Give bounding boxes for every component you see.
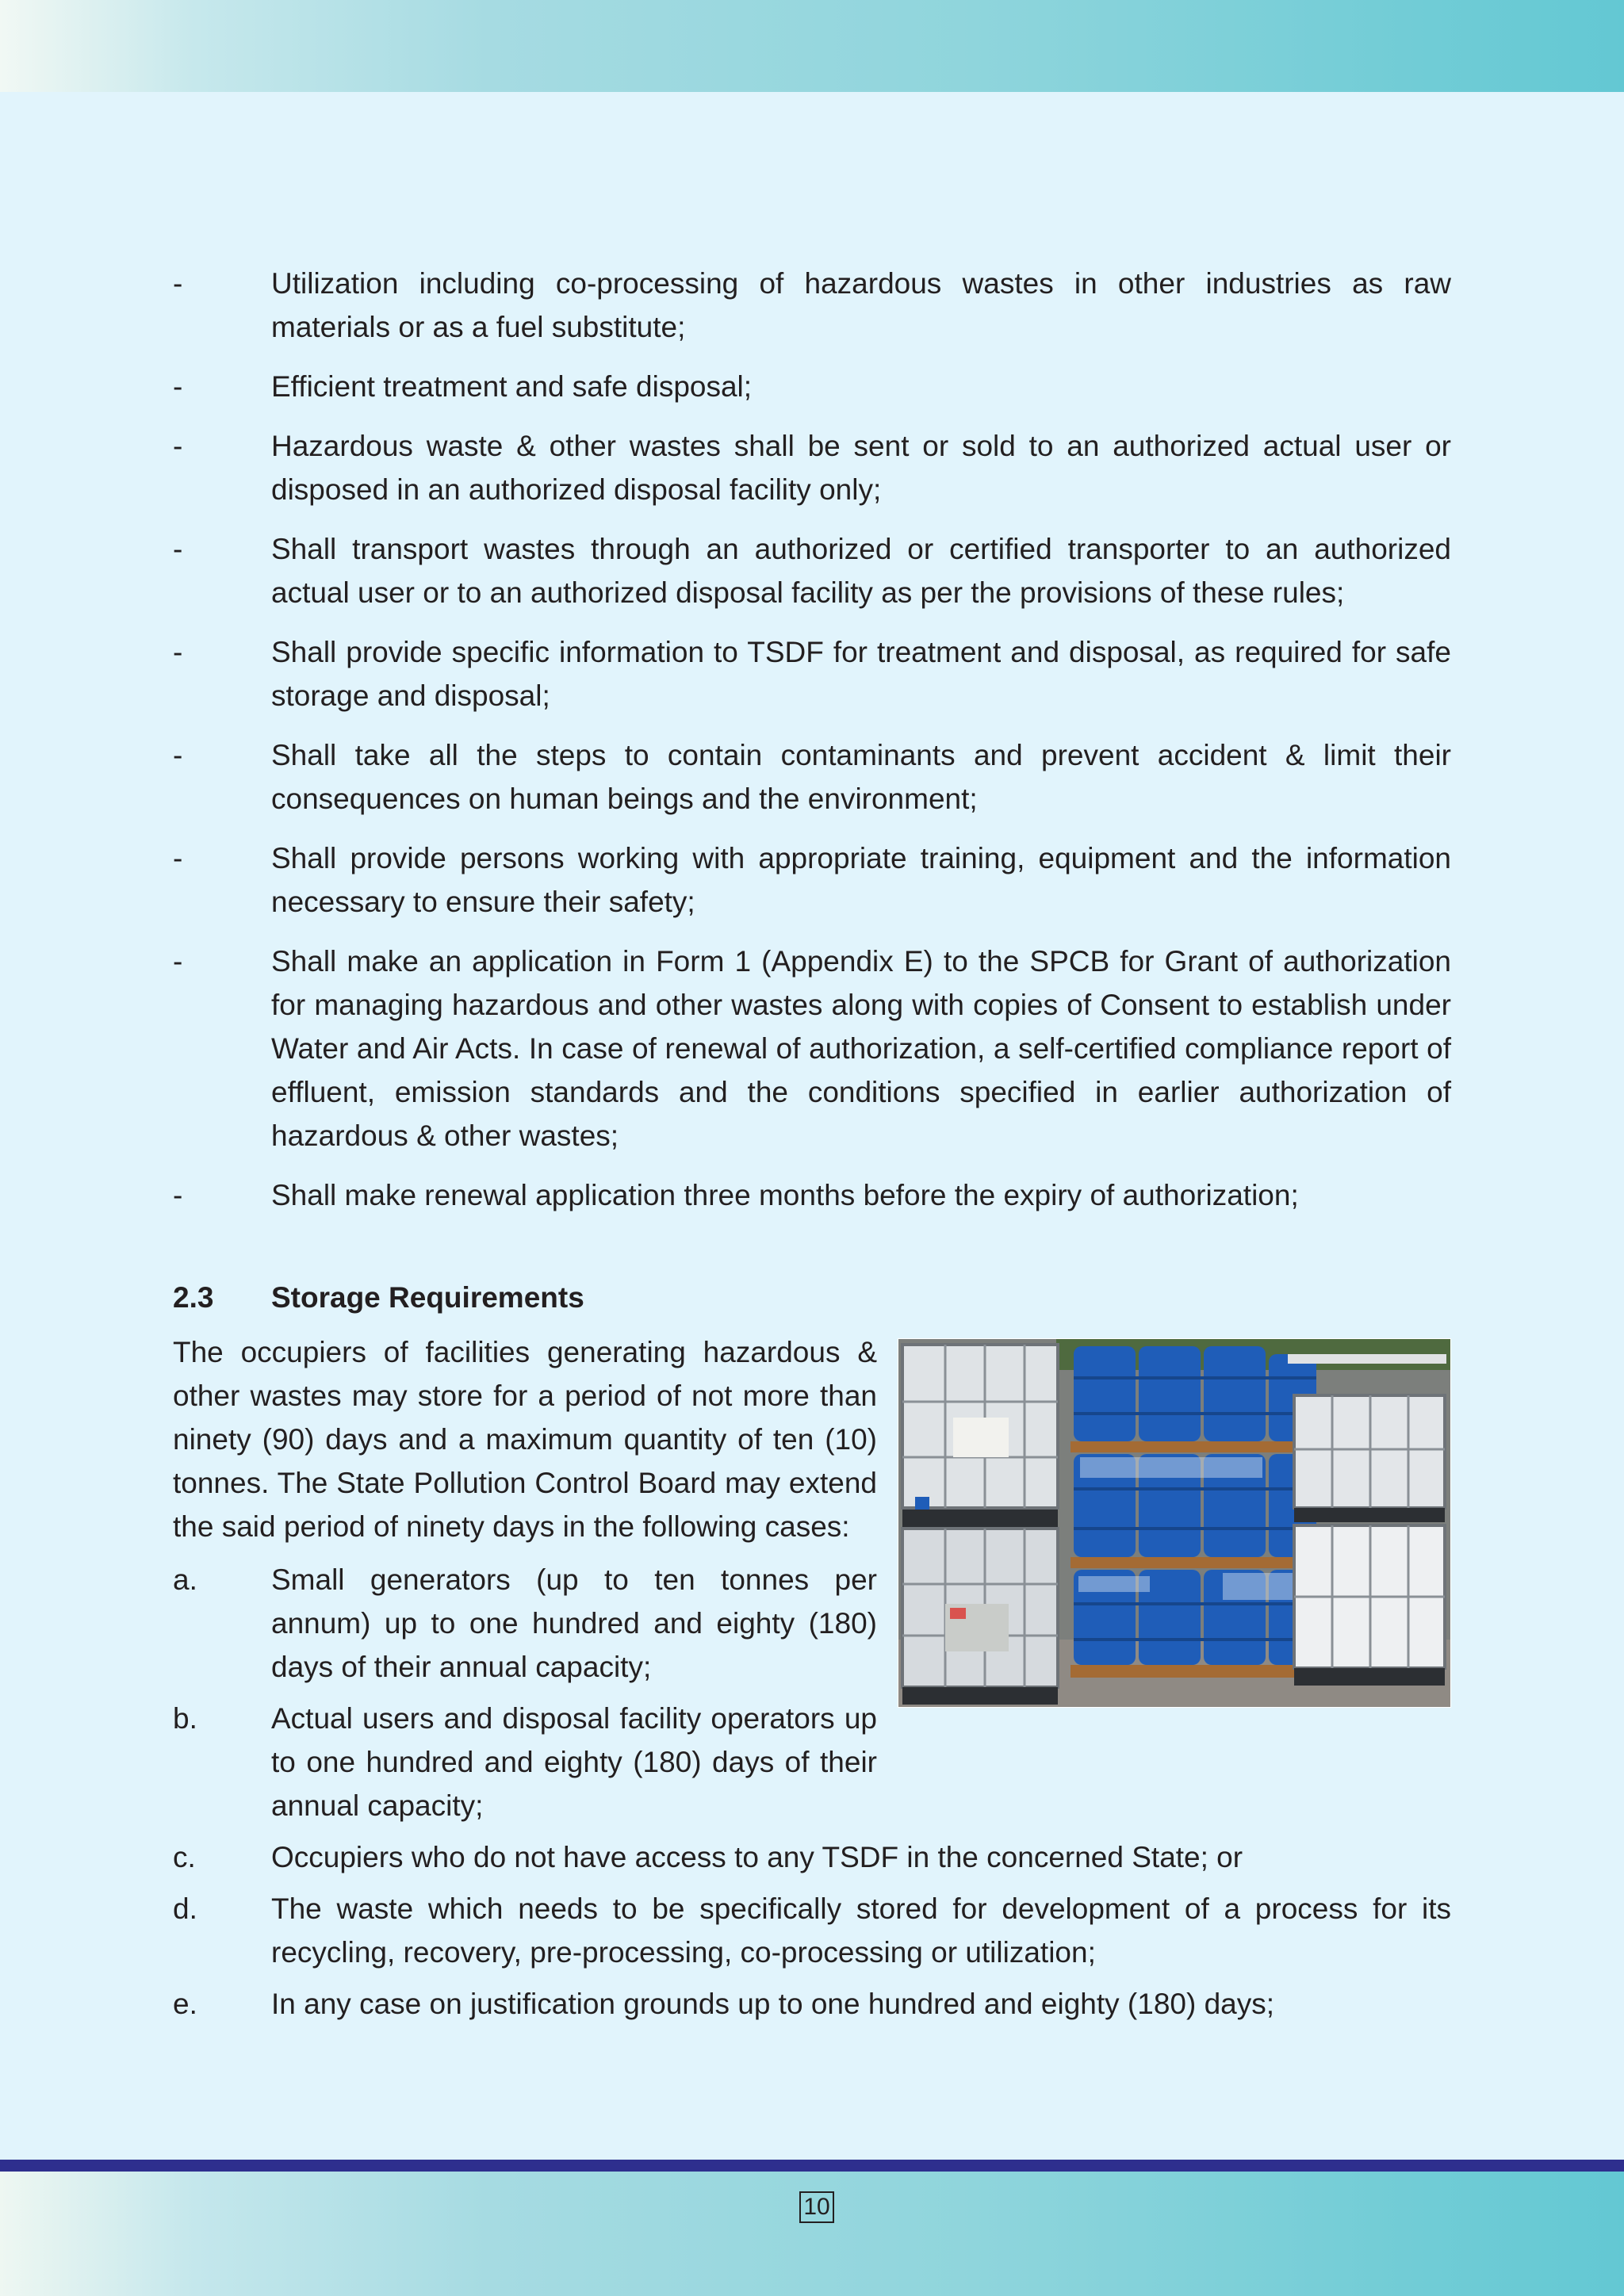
storage-case-item <box>173 1697 877 1827</box>
section-heading <box>173 1276 1451 1319</box>
bullet-item <box>173 939 1451 1158</box>
item-label: e. <box>173 1988 197 2020</box>
section-intro: The occupiers of facilities generating hazardous & other wastes may store for a period of not more than ninety (90) days and a maximum quantity of ten (10) tonnes. The State Pollution Control Board may extend the said period of ninety days in the following cases: <box>173 1336 877 1543</box>
bullet-marker: - <box>173 430 183 462</box>
item-label: a. <box>173 1563 197 1596</box>
storage-case-item <box>173 1558 877 1689</box>
bullet-item <box>173 1173 1451 1217</box>
bullet-text: Shall make renewal application three months before the expiry of authorization; <box>271 1179 1299 1211</box>
item-text: In any case on justification grounds up to one hundred and eighty (180) days; <box>271 1988 1275 2020</box>
bullet-list <box>173 262 1451 1217</box>
storage-case-item <box>173 1835 1451 1879</box>
bullet-item <box>173 733 1451 821</box>
item-label: d. <box>173 1892 197 1925</box>
bullet-marker: - <box>173 267 183 300</box>
storage-drums-photo <box>898 1338 1451 1708</box>
bullet-item <box>173 365 1451 408</box>
bullet-text: Shall transport wastes through an authorized or certified transporter to an authorized actual user or to an authorized disposal facility as per the provisions of these rules; <box>271 533 1451 609</box>
bullet-text: Shall provide specific information to TSDF for treatment and disposal, as required for safe storage and disposal; <box>271 636 1451 712</box>
header-band <box>0 0 1624 92</box>
footer-rule <box>0 2160 1624 2172</box>
storage-case-item <box>173 1982 1451 2026</box>
bullet-marker: - <box>173 370 183 403</box>
item-label: c. <box>173 1841 196 1873</box>
item-text: The waste which needs to be specifically stored for development of a process for its recycling, recovery, pre-processing, co-processing or utilization; <box>271 1892 1451 1969</box>
storage-case-item <box>173 1887 1451 1974</box>
bullet-item <box>173 836 1451 924</box>
item-label: b. <box>173 1702 197 1735</box>
page-number: 10 <box>799 2191 834 2223</box>
section-title: Storage Requirements <box>271 1281 584 1314</box>
footer-band <box>0 2172 1624 2296</box>
bullet-item <box>173 527 1451 614</box>
bullet-marker: - <box>173 842 183 874</box>
item-text: Occupiers who do not have access to any TSDF in the concerned State; or <box>271 1841 1243 1873</box>
bullet-marker: - <box>173 739 183 771</box>
bullet-text: Utilization including co-processing of hazardous wastes in other industries as raw materials or as a fuel substitute; <box>271 267 1451 343</box>
bullet-text: Shall take all the steps to contain contaminants and prevent accident & limit their consequences on human beings and the environment; <box>271 739 1451 815</box>
bullet-text: Shall provide persons working with appropriate training, equipment and the information necessary to ensure their safety; <box>271 842 1451 918</box>
bullet-text: Hazardous waste & other wastes shall be sent or sold to an authorized actual user or disposed in an authorized disposal facility only; <box>271 430 1451 506</box>
bullet-marker: - <box>173 636 183 668</box>
bullet-marker: - <box>173 945 183 978</box>
item-text: Actual users and disposal facility operators up to one hundred and eighty (180) days of their annual capacity; <box>271 1702 877 1822</box>
bullet-marker: - <box>173 1179 183 1211</box>
bullet-item <box>173 630 1451 718</box>
bullet-text: Shall make an application in Form 1 (Appendix E) to the SPCB for Grant of authorization for managing hazardous and other wastes along with copies of Consent to establish under Water and Air Acts. In case of renewal of authorization, a self-certified compliance report of effluent, emission standards and the conditions specified in earlier authorization of hazardous & other wastes; <box>271 945 1451 1152</box>
item-text: Small generators (up to ten tonnes per annum) up to one hundred and eighty (180) days of their annual capacity; <box>271 1563 877 1683</box>
bullet-text: Efficient treatment and safe disposal; <box>271 370 753 403</box>
bullet-item <box>173 424 1451 511</box>
bullet-item <box>173 262 1451 349</box>
page-content <box>173 262 1451 2034</box>
bullet-marker: - <box>173 533 183 565</box>
section-number: 2.3 <box>173 1281 214 1314</box>
